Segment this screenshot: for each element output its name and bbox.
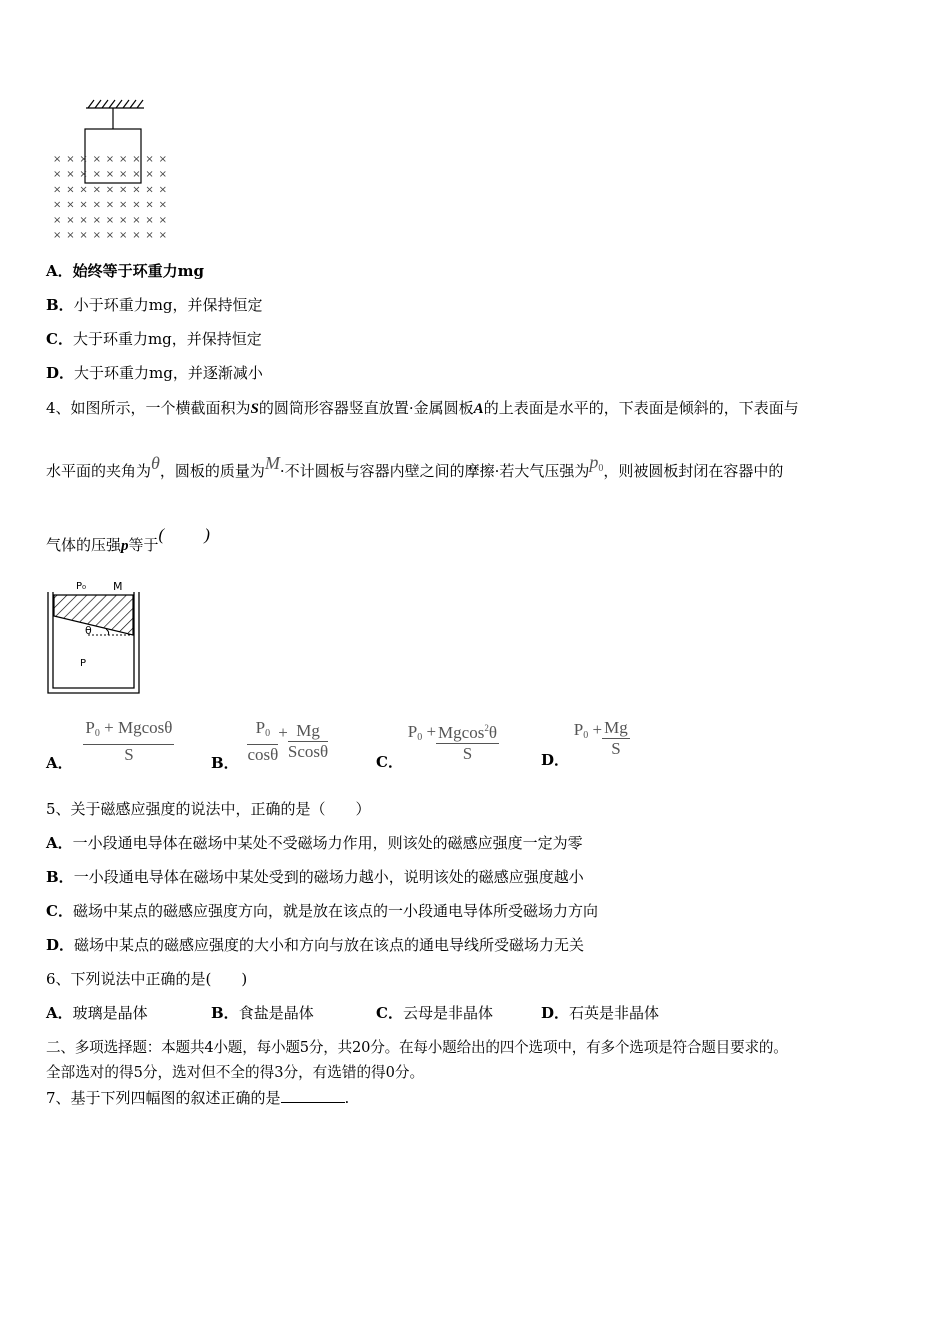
q4-option-b-letter: B． bbox=[211, 753, 239, 772]
q7-stem-end: . bbox=[344, 1089, 350, 1107]
q4-text: 4、如图所示，一个横截面积为 bbox=[46, 399, 251, 417]
q4-text: 等于 bbox=[128, 536, 159, 554]
q4-a-plus: + bbox=[99, 718, 118, 737]
field-x-mark: × bbox=[132, 214, 141, 226]
q5-option-b-text: 一小段通电导体在磁场中某处受到的磁场力越小，说明该处的磁感应强度越小 bbox=[73, 868, 584, 886]
q4-option-b-frac1 bbox=[247, 718, 278, 765]
field-x-mark: × bbox=[92, 154, 101, 165]
q4-b-plus: + bbox=[278, 722, 288, 742]
q5-option-a-letter: A． bbox=[46, 834, 73, 852]
q3-option-a-letter: A． bbox=[46, 262, 73, 280]
field-x-mark: × bbox=[119, 199, 128, 211]
q4-stem-line3 bbox=[46, 525, 210, 556]
q3-option-a-text: 始终等于环重力mg bbox=[72, 262, 205, 280]
cylinder-plate-figure bbox=[44, 578, 144, 698]
q3-option-d-letter: D． bbox=[46, 364, 75, 382]
q4-b-den2: Scos bbox=[287, 742, 321, 761]
q4-text: 气体的压强 bbox=[46, 536, 122, 554]
field-x-mark: × bbox=[158, 214, 167, 226]
q4-option-d-letter: D． bbox=[541, 750, 570, 769]
field-x-mark: × bbox=[105, 169, 115, 181]
field-x-mark: × bbox=[92, 169, 101, 181]
field-x-mark: × bbox=[66, 230, 75, 241]
field-x-mark: × bbox=[66, 184, 75, 196]
field-x-mark: × bbox=[132, 184, 141, 196]
q6-option-b-text: 食盐是晶体 bbox=[238, 1004, 314, 1022]
section2-line1: 二、多项选择题：本题共4小题，每小题5分，共20分。在每小题给出的四个选项中，有多个选项是符合题目要求的。 bbox=[46, 1039, 788, 1056]
field-x-mark: × bbox=[119, 169, 128, 181]
section2-line2: 全部选对的得5分，选对但不全的得3分，有选错的得0分。 bbox=[46, 1064, 425, 1081]
q4-var-m: M bbox=[264, 453, 280, 473]
q7-stem-text: 7、基于下列四幅图的叙述正确的是 bbox=[46, 1089, 281, 1107]
figure-label-m: M bbox=[113, 580, 123, 593]
field-x-mark: × bbox=[145, 230, 154, 241]
field-x-mark: × bbox=[119, 230, 128, 241]
field-x-mark: × bbox=[79, 230, 88, 241]
field-x-mark: × bbox=[53, 214, 62, 226]
q4-b-theta2: θ bbox=[320, 742, 329, 761]
q6-option-b-letter: B． bbox=[211, 1004, 239, 1022]
field-x-mark: × bbox=[92, 184, 101, 196]
q4-b-p: P bbox=[255, 718, 266, 737]
figure-label-theta: θ bbox=[85, 624, 92, 637]
q5-option-a-text: 一小段通电导体在磁场中某处不受磁场力作用，则该处的磁感应强度一定为零 bbox=[72, 834, 583, 852]
field-x-mark: × bbox=[119, 184, 128, 196]
q5-option-c-letter: C． bbox=[46, 902, 73, 920]
q4-a-den: S bbox=[124, 745, 134, 764]
q4-option-a-letter: A． bbox=[46, 753, 73, 772]
q4-option-b bbox=[211, 718, 329, 772]
field-x-mark: × bbox=[132, 199, 141, 211]
q6-option-c-text: 云母是非晶体 bbox=[402, 1004, 493, 1022]
q3-option-c bbox=[46, 329, 262, 349]
field-x-mark: × bbox=[92, 214, 101, 226]
q6-option-a-letter: A． bbox=[46, 1004, 73, 1022]
q4-text: 的上表面是水平的，下表面是倾斜的，下表面与 bbox=[483, 399, 799, 417]
q6-option-a bbox=[46, 1003, 148, 1023]
q6-option-d bbox=[541, 1003, 659, 1023]
q3-option-c-letter: C． bbox=[46, 330, 73, 348]
field-x-mark: × bbox=[79, 154, 88, 165]
field-x-mark: × bbox=[132, 169, 141, 181]
q4-c-sup: 2 bbox=[484, 723, 489, 733]
q3-option-d bbox=[46, 363, 263, 383]
q4-b-den1: cos bbox=[247, 745, 271, 764]
q6-stem: 6、下列说法中正确的是( ) bbox=[46, 970, 248, 988]
q4-d-plus: + bbox=[592, 719, 603, 739]
q3-option-d-text: 大于环重力mg，并逐渐减小 bbox=[74, 364, 263, 382]
field-x-mark: × bbox=[132, 230, 141, 241]
q4-a-sub: 0 bbox=[94, 728, 100, 739]
q6-option-c bbox=[376, 1003, 493, 1023]
q6-option-b bbox=[211, 1003, 314, 1023]
q4-c-p: P bbox=[407, 722, 418, 741]
q4-a-theta: θ bbox=[164, 718, 173, 737]
q4-var-a: A bbox=[473, 401, 484, 417]
q7-stem bbox=[46, 1088, 349, 1108]
q6-option-a-text: 玻璃是晶体 bbox=[72, 1004, 148, 1022]
q4-p0-sub: 0 bbox=[598, 463, 604, 474]
field-x-mark: × bbox=[105, 199, 115, 211]
q4-option-d bbox=[541, 718, 630, 769]
field-x-mark: × bbox=[66, 214, 75, 226]
field-x-mark: × bbox=[105, 154, 115, 165]
field-x-mark: × bbox=[53, 230, 62, 241]
field-x-mark: × bbox=[145, 214, 154, 226]
field-x-mark: × bbox=[79, 169, 88, 181]
q4-option-c bbox=[376, 718, 499, 771]
field-x-mark: × bbox=[53, 184, 62, 196]
q5-option-b bbox=[46, 867, 584, 887]
q5-option-d-letter: D． bbox=[46, 936, 75, 954]
q4-a-p: P bbox=[85, 718, 95, 737]
q3-option-a bbox=[46, 261, 204, 281]
q4-b-num2: Mg bbox=[288, 721, 328, 742]
q4-c-num: Mgcos bbox=[438, 723, 485, 742]
q5-option-c-text: 磁场中某点的磁感应强度方向，就是放在该点的一小段通电导体所受磁场力方向 bbox=[72, 902, 598, 920]
field-x-mark: × bbox=[105, 184, 115, 196]
field-x-mark: × bbox=[53, 154, 62, 165]
q4-text: 的圆筒形容器竖直放置·金属圆板 bbox=[258, 399, 474, 417]
field-x-mark: × bbox=[145, 199, 154, 211]
q4-c-plus: + bbox=[426, 722, 437, 741]
q7-answer-blank[interactable] bbox=[281, 1088, 345, 1103]
q4-option-d-formula bbox=[602, 718, 630, 759]
field-x-mark: × bbox=[119, 214, 128, 226]
field-x-mark: × bbox=[145, 154, 154, 165]
field-x-mark: × bbox=[53, 199, 62, 211]
field-x-mark: × bbox=[145, 169, 154, 181]
field-x-mark: × bbox=[119, 154, 128, 165]
field-x-mark: × bbox=[158, 199, 167, 211]
field-x-mark: × bbox=[145, 184, 154, 196]
field-x-mark: × bbox=[158, 154, 167, 165]
q4-c-sub: 0 bbox=[417, 732, 423, 743]
q6-option-d-text: 石英是非晶体 bbox=[569, 1004, 660, 1022]
q4-var-s: S bbox=[250, 401, 259, 417]
q4-option-c-letter: C． bbox=[376, 753, 403, 771]
field-x-mark: × bbox=[66, 154, 75, 165]
field-x-mark: × bbox=[53, 169, 62, 181]
q3-option-b bbox=[46, 295, 263, 315]
q4-option-a-formula bbox=[83, 718, 174, 765]
q4-stem-line2 bbox=[46, 452, 784, 487]
q5-option-b-letter: B． bbox=[46, 868, 74, 886]
field-x-mark: × bbox=[79, 199, 88, 211]
q4-d-num: Mg bbox=[604, 718, 628, 737]
q4-d-p: P bbox=[573, 719, 584, 739]
q5-option-d-text: 磁场中某点的磁感应强度的大小和方向与放在该点的通电导线所受磁场力无关 bbox=[74, 936, 585, 954]
field-x-mark: × bbox=[92, 230, 101, 241]
field-x-mark: × bbox=[158, 169, 167, 181]
q3-option-b-text: 小于环重力mg，并保持恒定 bbox=[73, 296, 263, 314]
q3-option-b-letter: B． bbox=[46, 296, 74, 314]
q4-p0: p bbox=[589, 452, 599, 472]
q4-option-c-formula bbox=[436, 718, 499, 764]
field-x-mark: × bbox=[79, 184, 88, 196]
field-x-mark: × bbox=[66, 199, 75, 211]
q4-a-num: Mgcos bbox=[117, 718, 165, 737]
field-x-mark: × bbox=[132, 154, 141, 165]
q4-b-theta1: θ bbox=[270, 745, 279, 764]
field-x-mark: × bbox=[66, 169, 75, 181]
q4-c-den: S bbox=[462, 744, 473, 763]
q4-paren-close: ) bbox=[204, 525, 210, 544]
field-x-mark: × bbox=[158, 230, 167, 241]
figure-label-p0: P₀ bbox=[76, 581, 87, 592]
q4-b-sub: 0 bbox=[265, 728, 271, 739]
q4-option-a bbox=[46, 718, 174, 772]
figure-label-p: P bbox=[80, 658, 87, 669]
q4-text: 水平面的夹角为 bbox=[46, 462, 152, 480]
q4-stem-line1 bbox=[46, 398, 799, 419]
q4-theta: θ bbox=[151, 453, 160, 473]
q4-d-sub: 0 bbox=[583, 729, 589, 741]
ring-magnetic-field-figure bbox=[48, 98, 178, 244]
field-x-mark: × bbox=[105, 230, 115, 241]
q4-text: ·不计圆板与容器内壁之间的摩擦·若大气压强为 bbox=[279, 462, 590, 480]
q5-option-a bbox=[46, 833, 583, 853]
q5-option-d bbox=[46, 935, 584, 955]
q4-option-b-frac2 bbox=[288, 721, 328, 762]
q5-option-c bbox=[46, 901, 598, 921]
q6-option-c-letter: C． bbox=[376, 1004, 403, 1022]
field-x-mark: × bbox=[105, 214, 115, 226]
q3-option-c-text: 大于环重力mg，并保持恒定 bbox=[72, 330, 262, 348]
q4-text: ，圆板的质量为 bbox=[159, 462, 265, 480]
q4-paren-open: ( bbox=[158, 525, 165, 544]
field-x-mark: × bbox=[79, 214, 88, 226]
field-x-mark: × bbox=[158, 184, 167, 196]
q4-d-den: S bbox=[611, 739, 621, 758]
field-x-mark: × bbox=[92, 199, 101, 211]
q4-c-theta: θ bbox=[488, 723, 497, 742]
q4-text: ，则被圆板封闭在容器中的 bbox=[603, 462, 784, 480]
q4-var-p: p bbox=[121, 538, 129, 554]
q5-stem: 5、关于磁感应强度的说法中，正确的是（ ） bbox=[46, 800, 371, 818]
q6-option-d-letter: D． bbox=[541, 1004, 570, 1022]
